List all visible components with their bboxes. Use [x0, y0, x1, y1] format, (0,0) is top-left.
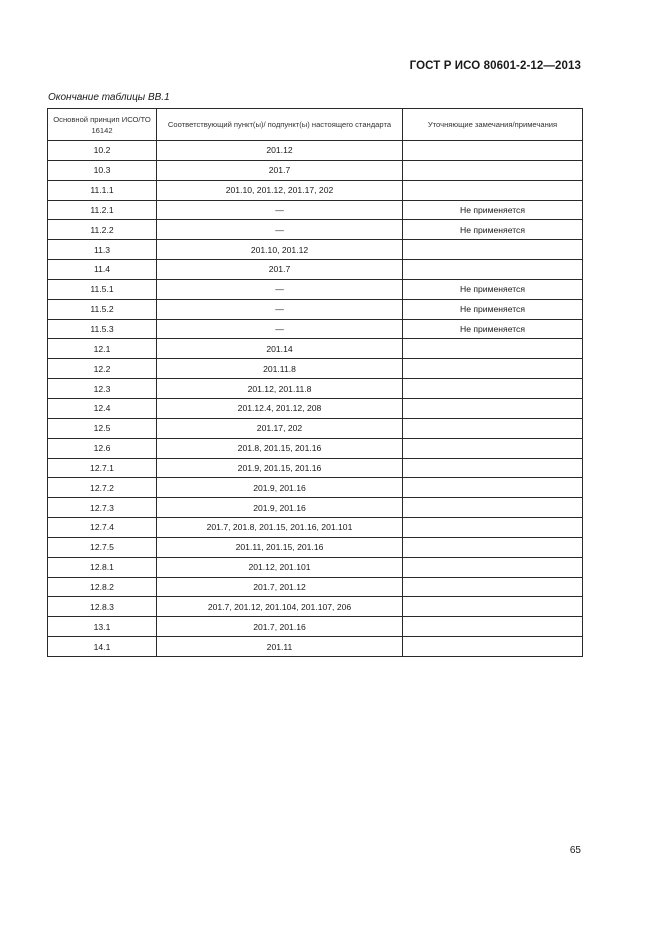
principle-cell: 11.4 [48, 260, 157, 280]
clause-cell: 201.9, 201.16 [157, 478, 403, 498]
principle-cell: 11.2.1 [48, 200, 157, 220]
principle-cell: 12.8.3 [48, 597, 157, 617]
table-row [48, 537, 583, 557]
table-row [48, 160, 583, 180]
clause-cell: — [157, 200, 403, 220]
clause-cell: 201.9, 201.16 [157, 498, 403, 518]
table-row [48, 200, 583, 220]
principle-cell: 12.1 [48, 339, 157, 359]
clause-cell: 201.12 [157, 141, 403, 161]
table-row [48, 240, 583, 260]
principle-cell: 11.5.3 [48, 319, 157, 339]
principle-cell: 12.7.1 [48, 458, 157, 478]
note-cell [403, 637, 583, 657]
correspondence-table [47, 108, 583, 657]
principle-cell: 12.8.1 [48, 557, 157, 577]
clause-cell: 201.7, 201.8, 201.15, 201.16, 201.101 [157, 518, 403, 538]
clause-cell: 201.7, 201.16 [157, 617, 403, 637]
clause-cell: 201.12, 201.11.8 [157, 379, 403, 399]
table-row [48, 299, 583, 319]
principle-cell: 11.2.2 [48, 220, 157, 240]
column-header-principle: Основной принцип ИСО/ТО 16142 [48, 109, 157, 141]
table-row [48, 557, 583, 577]
principle-cell: 14.1 [48, 637, 157, 657]
table-row [48, 458, 583, 478]
principle-cell: 12.6 [48, 438, 157, 458]
note-cell [403, 260, 583, 280]
clause-cell: 201.11, 201.15, 201.16 [157, 537, 403, 557]
clause-cell: 201.12.4, 201.12, 208 [157, 398, 403, 418]
table-body [48, 141, 583, 657]
note-cell [403, 141, 583, 161]
note-cell [403, 398, 583, 418]
principle-cell: 10.3 [48, 160, 157, 180]
note-cell [403, 577, 583, 597]
note-cell [403, 339, 583, 359]
clause-cell: — [157, 319, 403, 339]
clause-cell: 201.8, 201.15, 201.16 [157, 438, 403, 458]
clause-cell: 201.9, 201.15, 201.16 [157, 458, 403, 478]
note-cell [403, 240, 583, 260]
table-caption: Окончание таблицы ВВ.1 [48, 92, 170, 103]
principle-cell: 11.1.1 [48, 180, 157, 200]
clause-cell: 201.11 [157, 637, 403, 657]
clause-cell: — [157, 279, 403, 299]
note-cell: Не применяется [403, 220, 583, 240]
principle-cell: 12.7.2 [48, 478, 157, 498]
column-header-clause: Соответствующий пункт(ы)/ подпункт(ы) настоящего стандарта [157, 109, 403, 141]
clause-cell: 201.7 [157, 260, 403, 280]
note-cell [403, 359, 583, 379]
clause-cell: 201.17, 202 [157, 418, 403, 438]
note-cell [403, 160, 583, 180]
note-cell [403, 478, 583, 498]
clause-cell: 201.11.8 [157, 359, 403, 379]
note-cell [403, 458, 583, 478]
principle-cell: 12.5 [48, 418, 157, 438]
clause-cell: 201.10, 201.12 [157, 240, 403, 260]
table-row [48, 637, 583, 657]
table-row [48, 418, 583, 438]
table-row [48, 141, 583, 161]
clause-cell: 201.7 [157, 160, 403, 180]
table-row [48, 279, 583, 299]
principle-cell: 12.4 [48, 398, 157, 418]
document-header: ГОСТ Р ИСО 80601-2-12—2013 [409, 60, 581, 72]
principle-cell: 12.3 [48, 379, 157, 399]
note-cell [403, 498, 583, 518]
principle-cell: 13.1 [48, 617, 157, 637]
principle-cell: 12.7.5 [48, 537, 157, 557]
principle-cell: 10.2 [48, 141, 157, 161]
clause-cell: 201.7, 201.12, 201.104, 201.107, 206 [157, 597, 403, 617]
table-row [48, 398, 583, 418]
table-row [48, 319, 583, 339]
note-cell [403, 438, 583, 458]
note-cell: Не применяется [403, 279, 583, 299]
column-header-notes: Уточняющие замечания/примечания [403, 109, 583, 141]
note-cell [403, 557, 583, 577]
note-cell [403, 418, 583, 438]
principle-cell: 11.3 [48, 240, 157, 260]
note-cell [403, 617, 583, 637]
clause-cell: 201.14 [157, 339, 403, 359]
header-row [48, 109, 583, 141]
principle-cell: 12.8.2 [48, 577, 157, 597]
table-header [48, 109, 583, 141]
principle-cell: 12.7.4 [48, 518, 157, 538]
note-cell [403, 597, 583, 617]
table-row [48, 478, 583, 498]
table-row [48, 438, 583, 458]
note-cell: Не применяется [403, 319, 583, 339]
table-row [48, 359, 583, 379]
note-cell [403, 537, 583, 557]
principle-cell: 12.7.3 [48, 498, 157, 518]
principle-cell: 12.2 [48, 359, 157, 379]
table-row [48, 220, 583, 240]
table-row [48, 379, 583, 399]
table-row [48, 518, 583, 538]
table-row [48, 617, 583, 637]
clause-cell: — [157, 220, 403, 240]
clause-cell: 201.10, 201.12, 201.17, 202 [157, 180, 403, 200]
note-cell [403, 518, 583, 538]
table-row [48, 597, 583, 617]
table-row [48, 260, 583, 280]
clause-cell: 201.7, 201.12 [157, 577, 403, 597]
principle-cell: 11.5.2 [48, 299, 157, 319]
note-cell: Не применяется [403, 200, 583, 220]
note-cell [403, 180, 583, 200]
note-cell: Не применяется [403, 299, 583, 319]
table-row [48, 577, 583, 597]
table-row [48, 339, 583, 359]
page-number: 65 [569, 845, 581, 856]
clause-cell: — [157, 299, 403, 319]
table-row [48, 498, 583, 518]
table-row [48, 180, 583, 200]
note-cell [403, 379, 583, 399]
principle-cell: 11.5.1 [48, 279, 157, 299]
clause-cell: 201.12, 201.101 [157, 557, 403, 577]
